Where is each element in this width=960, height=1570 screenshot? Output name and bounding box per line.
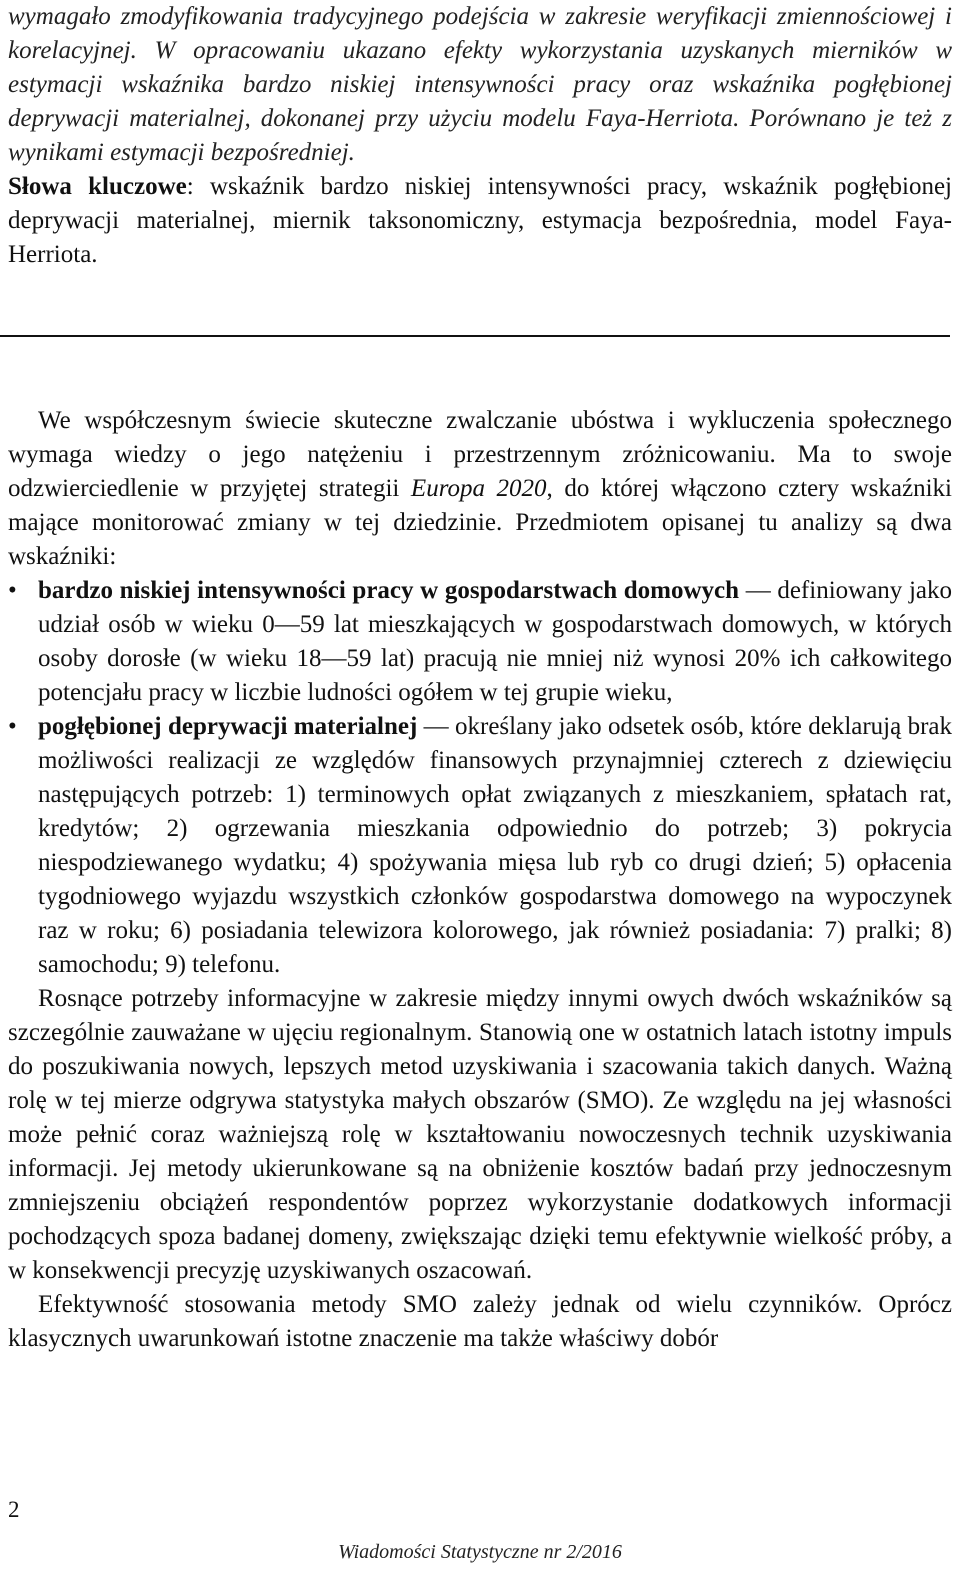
bullet-icon: • <box>8 577 17 604</box>
page-number: 2 <box>8 1497 20 1522</box>
abstract-block <box>8 0 952 272</box>
intro-italic: Europa 2020 <box>410 475 547 502</box>
journal-footer <box>0 1541 960 1564</box>
bullet-definition: — określany jako odsetek osób, które deklarują brak możliwości realizacji ze względów finansowych przynajmniej czterech z dziewięciu następujących potrzeb: 1) terminowych opłat związanych z mieszkaniem, spłatach rat, kredytów; 2) ogrzewania mieszkania odpowiednio do potrzeb; 3) pokrycia niespodziewanego wydatku; 4) spożywania mięsa lub ryb co drugi dzień; 5) opłacenia tygodniowego wyjazdu wszystkich członków gospodarstwa domowego na wypoczynek raz w roku; 6) posiadania telewizora kolorowego, jak również posiadania: 7) pralki; 8) samochodu; 9) telefonu. <box>38 713 952 978</box>
main-body <box>8 404 952 1356</box>
intro-text-2: , do której włączono cztery wskaźniki mające monitorować zmiany w tej dziedzinie. Przedmiotem opisanej tu analizy są dwa wskaźniki: <box>8 475 952 570</box>
bullet-term: bardzo niskiej intensywności pracy w gospodarstwach domowych <box>38 577 740 604</box>
bullet-definition: — definiowany jako udział osób w wieku 0—59 lat mieszkających w gospodarstwach domowych, w których osoby dorosłe (w wieku 18—59 lat) pracują nie mniej niż wynosi 20% ich całkowitego potencjału pracy w liczbie ludności ogółem w tej grupie wieku, <box>38 577 952 706</box>
abstract-text: wymagało zmodyfikowania tradycyjnego podejścia w zakresie weryfikacji zmiennościowej i korelacyjnej. W opracowaniu ukazano efekty wykorzystania uzyskanych mierników w estymacji wskaźnika bardzo niskiej intensywności pracy oraz wskaźnika pogłębionej deprywacji materialnej, dokonanej przy użyciu modelu Faya-Herriota. Porównano je też z wynikami estymacji bezpośredniej. <box>8 3 952 166</box>
footer-text: Wiadomości Statystyczne nr 2/2016 <box>338 1541 622 1563</box>
keywords-text: : wskaźnik bardzo niskiej intensywności pracy, wskaźnik pogłębionej deprywacji materialnej, miernik taksonomiczny, estymacja bezpośrednia, model Faya-Herriota. <box>8 173 953 268</box>
paragraph-3: Efektywność stosowania metody SMO zależy jednak od wielu czynników. Oprócz klasycznych uwarunkowań istotne znaczenie ma także właściwy dobór <box>8 1291 952 1352</box>
keywords-paragraph <box>8 170 952 272</box>
paragraph-2: Rosnące potrzeby informacyjne w zakresie między innymi owych dwóch wskaźników są szczególnie zauważane w ujęciu regionalnym. Stanowią one w ostatnich latach istotny impuls do poszukiwania nowych, lepszych metod uzyskiwania i szacowania takich danych. Ważną rolę w tej mierze odgrywa statystyka małych obszarów (SMO). Ze względu na jej własności może pełnić coraz ważniejszą rolę w kształtowaniu nowoczesnych technik uzyskiwania informacji. Jej metody ukierunkowane są na obniżenie kosztów badań przy jednoczesnym zmniejszeniu obciążeń respondentów poprzez wykorzystanie dodatkowych informacji pochodzących spoza badanej domeny, zwiększając dzięki temu efektywnie wielkość próby, a w konsekwencji precyzję uzyskiwanych oszacowań. <box>8 985 952 1284</box>
keywords-label: Słowa kluczowe <box>8 173 187 200</box>
bullet-term: pogłębionej deprywacji materialnej <box>38 713 418 740</box>
intro-paragraph <box>8 404 952 574</box>
list-item <box>8 710 952 982</box>
section-divider <box>0 335 950 337</box>
indicator-list <box>8 574 952 982</box>
list-item <box>8 574 952 710</box>
intro-text-1: We współczesnym świecie skuteczne zwalczanie ubóstwa i wykluczenia społecznego wymaga wiedzy o jego natężeniu i przestrzennym zróżnicowaniu. Ma to swoje odzwierciedlenie w przyjętej strategii <box>8 407 952 502</box>
bullet-icon: • <box>8 713 17 740</box>
